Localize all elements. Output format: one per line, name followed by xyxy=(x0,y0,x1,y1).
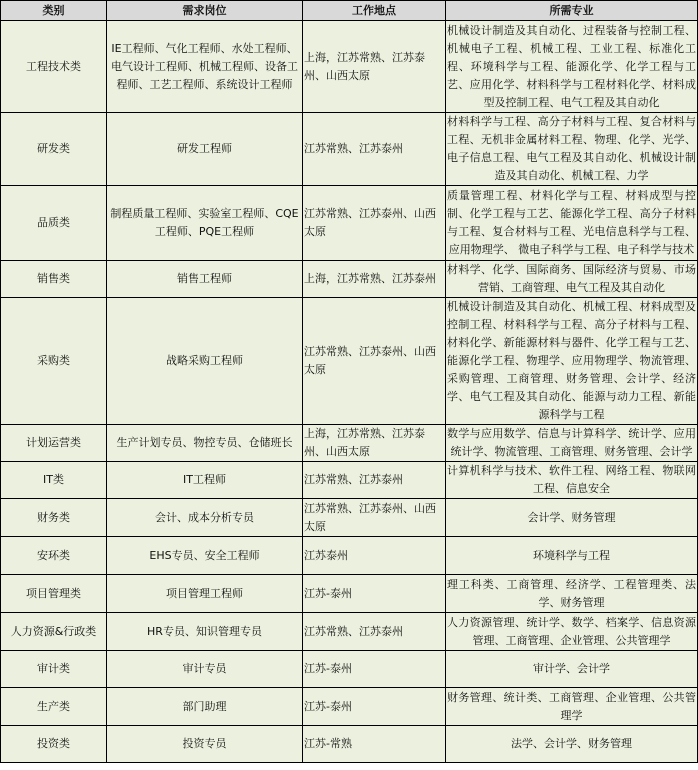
table-row xyxy=(1,113,698,186)
position-cell: IT工程师 xyxy=(107,462,303,499)
location-cell: 江苏-常熟 xyxy=(303,726,446,763)
location-cell: 江苏常熟、江苏泰州、山西太原 xyxy=(303,298,446,425)
table-row xyxy=(1,499,698,537)
position-cell: 销售工程师 xyxy=(107,261,303,298)
category-cell: 品质类 xyxy=(1,186,107,261)
major-cell: 材料科学与工程、高分子材料与工程、复合材料与工程、无机非金属材料工程、物理、化学、光学、电子信息工程、电气工程及其自动化、机械设计制造及其自动化、机械工程、力学 xyxy=(446,113,698,186)
category-cell: 人力资源&行政类 xyxy=(1,613,107,651)
table-row xyxy=(1,261,698,298)
position-cell: IE工程师、气化工程师、水处工程师、电气设计工程师、机械工程师、设备工程师、工艺工程师、系统设计工程师 xyxy=(107,21,303,113)
location-cell: 江苏-泰州 xyxy=(303,688,446,726)
position-cell: 审计专员 xyxy=(107,651,303,688)
position-cell: 项目管理工程师 xyxy=(107,575,303,613)
position-cell: 生产计划专员、物控专员、仓储班长 xyxy=(107,425,303,462)
major-cell: 人力资源管理、统计学、数学、档案学、信息资源管理、工商管理、企业管理、公共管理学 xyxy=(446,613,698,651)
header-category: 类别 xyxy=(1,1,107,21)
major-cell: 会计学、财务管理 xyxy=(446,499,698,537)
position-cell: 部门助理 xyxy=(107,688,303,726)
header-location: 工作地点 xyxy=(303,1,446,21)
major-cell: 材料学、化学、国际商务、国际经济与贸易、市场营销、工商管理、电气工程及其自动化 xyxy=(446,261,698,298)
position-cell: 研发工程师 xyxy=(107,113,303,186)
category-cell: 计划运营类 xyxy=(1,425,107,462)
position-cell: EHS专员、安全工程师 xyxy=(107,537,303,575)
location-cell: 江苏常熟、江苏泰州、山西太原 xyxy=(303,499,446,537)
major-cell: 机械设计制造及其自动化、机械工程、材料成型及控制工程、材料科学与工程、高分子材料与工程、材料化学、新能源材料与器件、化学工程与工艺、能源化学工程、物理学、应用物理学、物流管理、采购管理、工商管理、财务管理、会计学、经济学、电气工程及其自动化、能源与动力工程、新能源科学与工程 xyxy=(446,298,698,425)
major-cell: 审计学、会计学 xyxy=(446,651,698,688)
location-cell: 上海，江苏常熟、江苏泰州、山西太原 xyxy=(303,21,446,113)
location-cell: 江苏泰州 xyxy=(303,537,446,575)
table-row xyxy=(1,298,698,425)
category-cell: IT类 xyxy=(1,462,107,499)
location-cell: 上海，江苏常熟、江苏泰州 xyxy=(303,261,446,298)
location-cell: 江苏常熟、江苏泰州 xyxy=(303,113,446,186)
category-cell: 项目管理类 xyxy=(1,575,107,613)
location-cell: 江苏常熟、江苏泰州、山西太原 xyxy=(303,186,446,261)
position-cell: 制程质量工程师、实验室工程师、CQE工程师、PQE工程师 xyxy=(107,186,303,261)
category-cell: 工程技术类 xyxy=(1,21,107,113)
table-row xyxy=(1,613,698,651)
header-major: 所需专业 xyxy=(446,1,698,21)
category-cell: 生产类 xyxy=(1,688,107,726)
table-row xyxy=(1,425,698,462)
category-cell: 财务类 xyxy=(1,499,107,537)
table-row xyxy=(1,726,698,763)
category-cell: 采购类 xyxy=(1,298,107,425)
location-cell: 江苏常熟、江苏泰州 xyxy=(303,613,446,651)
position-cell: 战略采购工程师 xyxy=(107,298,303,425)
location-cell: 江苏常熟、江苏泰州 xyxy=(303,462,446,499)
major-cell: 机械设计制造及其自动化、过程装备与控制工程、机械电子工程、机械工程、工业工程、标准化工程、环境科学与工程、能源化学、化学工程与工艺、应用化学、材料科学与工程材料化学、材料成型及控制工程、电气工程及其自动化 xyxy=(446,21,698,113)
table-row xyxy=(1,651,698,688)
major-cell: 数学与应用数学、信息与计算科学、统计学、应用统计学、物流管理、工商管理、财务管理、会计学 xyxy=(446,425,698,462)
position-cell: 投资专员 xyxy=(107,726,303,763)
category-cell: 销售类 xyxy=(1,261,107,298)
location-cell: 上海，江苏常熟、江苏泰州、山西太原 xyxy=(303,425,446,462)
table-row xyxy=(1,21,698,113)
category-cell: 投资类 xyxy=(1,726,107,763)
position-cell: 会计、成本分析专员 xyxy=(107,499,303,537)
header-position: 需求岗位 xyxy=(107,1,303,21)
table-row xyxy=(1,688,698,726)
category-cell: 安环类 xyxy=(1,537,107,575)
major-cell: 财务管理、统计类、工商管理、企业管理、公共管理学 xyxy=(446,688,698,726)
major-cell: 法学、会计学、财务管理 xyxy=(446,726,698,763)
category-cell: 审计类 xyxy=(1,651,107,688)
table-row xyxy=(1,537,698,575)
major-cell: 计算机科学与技术、软件工程、网络工程、物联网工程、信息安全 xyxy=(446,462,698,499)
table-row xyxy=(1,462,698,499)
header-row xyxy=(1,1,698,21)
table-row xyxy=(1,186,698,261)
position-cell: HR专员、知识管理专员 xyxy=(107,613,303,651)
major-cell: 理工科类、工商管理、经济学、工程管理类、法学、财务管理 xyxy=(446,575,698,613)
table-row xyxy=(1,575,698,613)
location-cell: 江苏-泰州 xyxy=(303,651,446,688)
location-cell: 江苏-泰州 xyxy=(303,575,446,613)
category-cell: 研发类 xyxy=(1,113,107,186)
major-cell: 环境科学与工程 xyxy=(446,537,698,575)
major-cell: 质量管理工程、材料化学与工程、材料成型与控制、化学工程与工艺、能源化学工程、高分子材料与工程、复合材料与工程、光电信息科学与工程、应用物理学、 微电子科学与工程、电子科学与技术 xyxy=(446,186,698,261)
